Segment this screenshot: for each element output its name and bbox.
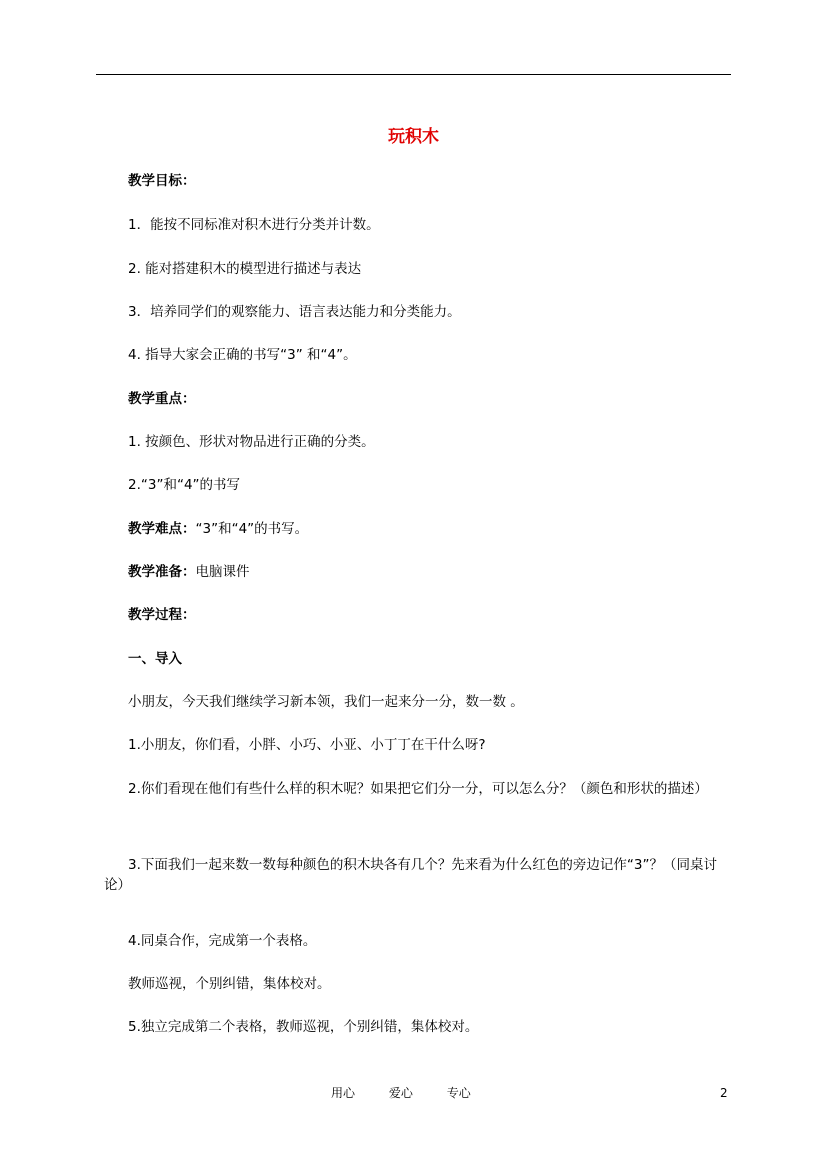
difficulty-line	[128, 519, 308, 539]
process-heading: 教学过程：	[128, 607, 196, 623]
paragraph: 1.小朋友，你们看，小胖、小巧、小亚、小丁丁在干什么呀?	[128, 737, 486, 753]
paragraph: 小朋友，今天我们继续学习新本领，我们一起来分一分，数一数 。	[128, 694, 524, 710]
paragraph: 2.你们看现在他们有些什么样的积木呢？如果把它们分一分，可以怎么分？（颜色和形状的描述）	[128, 781, 708, 797]
paragraph: 教师巡视，个别纠错，集体校对。	[128, 976, 331, 992]
difficulty-label: 教学难点：	[128, 521, 196, 537]
paragraph: 3.下面我们一起来数一数每种颜色的积木块各有几个？先来看为什么红色的旁边记作“3”？（同桌讨论）	[104, 857, 717, 893]
objectives-heading: 教学目标：	[128, 173, 196, 189]
paragraph: 4.同桌合作，完成第一个表格。	[128, 933, 317, 949]
footer-motto: 用心	[331, 1086, 356, 1100]
page-number: 2	[720, 1086, 728, 1100]
page-title: 玩积木	[388, 127, 439, 147]
key-point-item: 2.“3”和“4”的书写	[128, 477, 241, 493]
section-heading: 一、导入	[128, 651, 182, 667]
header-rule	[96, 74, 731, 75]
objective-item: 3．培养同学们的观察能力、语言表达能力和分类能力。	[128, 304, 461, 320]
preparation-label: 教学准备：	[128, 564, 196, 580]
footer-mottos	[331, 1084, 471, 1102]
preparation-line	[128, 562, 250, 582]
footer-motto: 专心	[446, 1086, 471, 1100]
key-point-item: 1. 按颜色、形状对物品进行正确的分类。	[128, 434, 375, 450]
objective-item: 4. 指导大家会正确的书写“3” 和“4”。	[128, 347, 357, 363]
objective-item: 2. 能对搭建积木的模型进行描述与表达	[128, 261, 362, 277]
objective-item: 1．能按不同标准对积木进行分类并计数。	[128, 217, 380, 233]
paragraph: 5.独立完成第二个表格，教师巡视，个别纠错，集体校对。	[128, 1019, 479, 1035]
difficulty-text: “3”和“4”的书写。	[195, 521, 309, 537]
preparation-text: 电脑课件	[195, 564, 250, 580]
key-points-heading: 教学重点：	[128, 391, 196, 407]
footer-motto: 爱心	[388, 1086, 413, 1100]
